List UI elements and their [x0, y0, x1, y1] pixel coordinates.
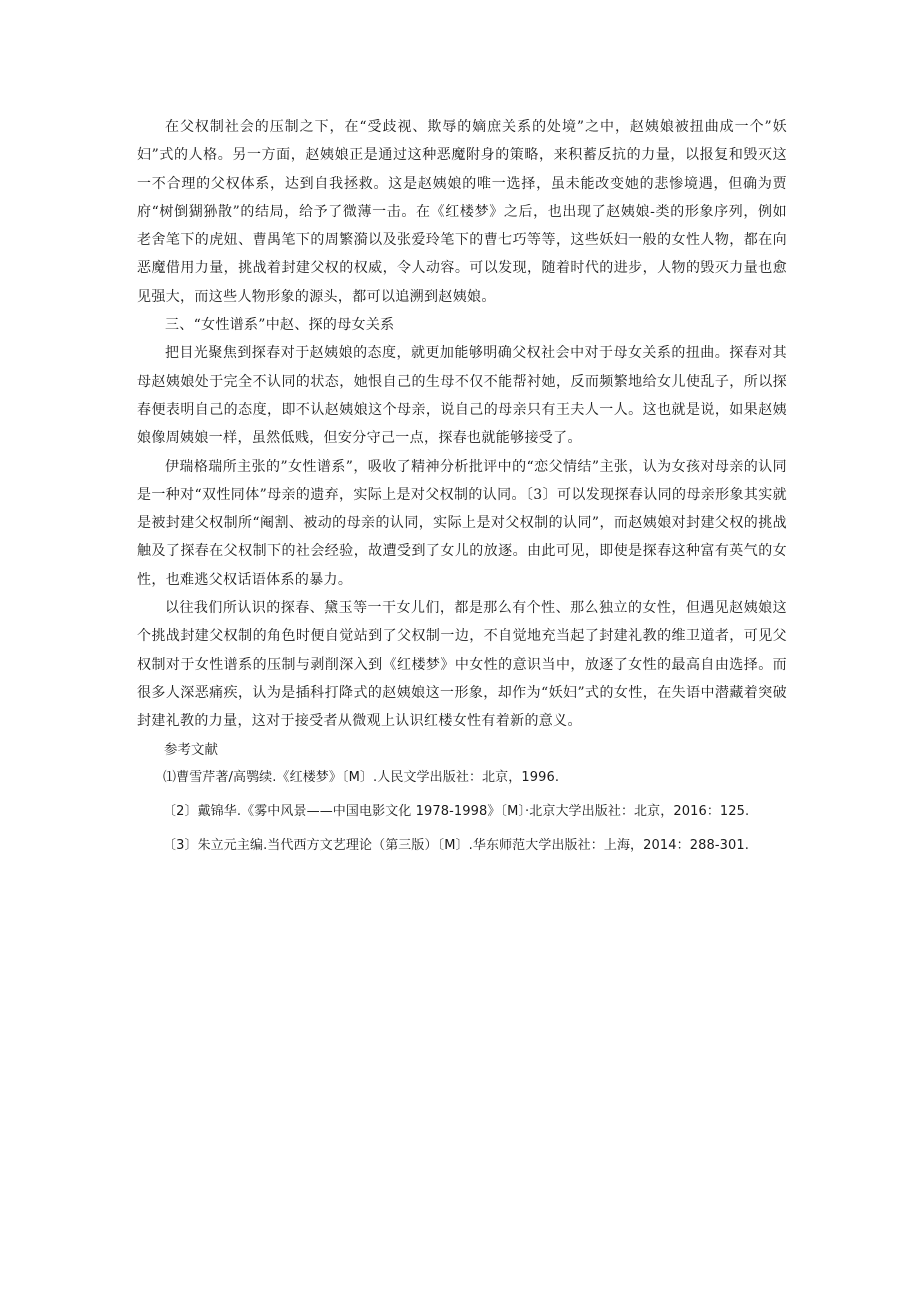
- reference-item: ⑴曹雪芹著/高鹗续.《红楼梦》〔M〕.人民文学出版社：北京，1996.: [163, 769, 560, 785]
- body-paragraph: 把目光聚焦到探春对于赵姨娘的态度，就更加能够明确父权社会中对于母女关系的扭曲。探春对其母赵姨娘处于完全不认同的状态，她恨自己的生母不仅不能帮衬她，反而频繁地给女儿使乱子，所以探春便表明自己的态度，即不认赵姨娘这个母亲，说自己的母亲只有王夫人一人。这也就是说，如果赵姨娘像周姨娘一样，虽然低贱，但安分守己一点，探春也就能够接受了。: [137, 345, 787, 447]
- body-paragraph: 以往我们所认识的探春、黛玉等一干女儿们，都是那么有个性、那么独立的女性，但遇见赵姨娘这个挑战封建父权制的角色时便自觉站到了父权制一边，不自觉地充当起了封建礼教的维卫道者，可见父权制对于女性谱系的压制与剥削深入到《红楼梦》中女性的意识当中，放逐了女性的最高自由选择。而很多人深恶痛疾，认为是插科打降式的赵姨娘这一形象，却作为“妖妇”式的女性，在失语中潜藏着突破封建礼教的力量，这对于接受者从微观上认识红楼女性有着新的意义。: [137, 600, 787, 730]
- reference-item: 〔2〕戴锦华.《雾中风景——中国电影文化 1978-1998》〔M〕·北京大学出版社：北京，2016：125.: [163, 803, 750, 819]
- body-paragraph: 在父权制社会的压制之下，在“受歧视、欺辱的嫡庶关系的处境”之中，赵姨娘被扭曲成一个”妖妇”式的人格。另一方面，赵姨娘正是通过这种恶魔附身的策略，来积蓄反抗的力量，以报复和毁灭这一不合理的父权体系，达到自我拯救。这是赵姨娘的唯一选择，虽未能改变她的悲惨境遇，但确为贾府“树倒猢狲散”的结局，给予了微薄一击。在《红楼梦》之后，也出现了赵姨娘-类的形象序列，例如老舍笔下的虎妞、曹禺笔下的周繁漪以及张爱玲笔下的曹七巧等等，这些妖妇一般的女性人物，都在向恶魔借用力量，挑战着封建父权的权威，令人动容。可以发现，随着时代的进步，人物的毁灭力量也愈见强大，而这些人物形象的源头，都可以追溯到赵姨娘。: [137, 119, 787, 305]
- document-page: [137, 113, 787, 870]
- references-title: 参考文献: [164, 741, 218, 758]
- body-paragraph: 伊瑞格瑞所主张的”女性谱系”，吸收了精神分析批评中的“恋父情结”主张，认为女孩对母亲的认同是一种对“双性同体”母亲的遗弃，实际上是对父权制的认同。〔3〕可以发现探春认同的母亲形象其实就是被封建父权制所“阉割、被动的母亲的认同，实际上是对父权制的认同”，而赵姨娘对封建父权的挑战触及了探春在父权制下的社会经验，故遭受到了女儿的放逐。由此可见，即使是探春这种富有英气的女性，也难逃父权话语体系的暴力。: [137, 458, 787, 588]
- reference-item: 〔3〕朱立元主编.当代西方文艺理论（第三版）〔M〕.华东师范大学出版社：上海，2014：288-301.: [163, 837, 749, 853]
- section-heading: 三、“女性谱系”中赵、探的母女关系: [165, 317, 395, 334]
